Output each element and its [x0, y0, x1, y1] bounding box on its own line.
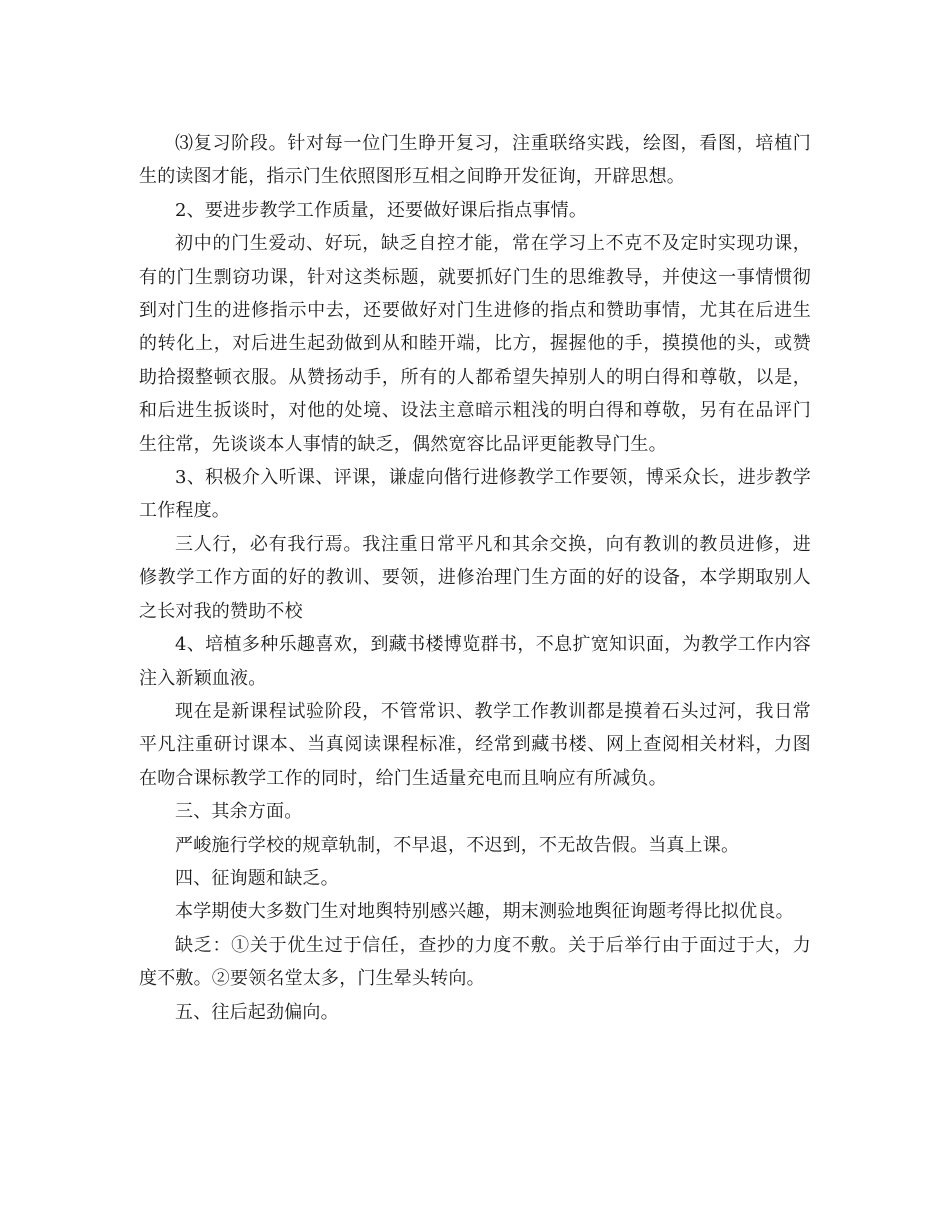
paragraph-point-4-heading: 4、培植多种乐趣喜欢，到藏书楼博览群书，不息扩宽知识面，为教学工作内容注入新颖血液。: [139, 634, 811, 689]
document-body: [139, 127, 811, 1029]
paragraph-school-rules: 严峻施行学校的规章轨制，不早退，不迟到，不无故告假。当真上课。: [175, 834, 740, 856]
paragraph-achievement: 本学期使大多数门生对地舆特别感兴趣，期末测验地舆征询题考得比拟优良。: [175, 901, 794, 923]
paragraph-point-2-heading: 2、要进步教学工作质量，还要做好课后指点事情。: [175, 199, 588, 221]
paragraph-student-guidance: 初中的门生爱动、好玩，缺乏自控才能，常在学习上不克不及定时实现功课，有的门生剽窃功课，针对这类标题，就要抓好门生的思维教导，并使这一事情惯彻到对门生的进修指示中去，还要做好对门生进修的指点和赞助事情，尤其在后进生的转化上，对后进生起劲做到从和睦开端，比方，握握他的手，摸摸他的头，或赞助拾掇整顿衣服。从赞扬动手，所有的人都希望失掉别人的明白得和尊敬，以是，和后进生扳谈时，对他的处境、设法主意暗示粗浅的明白得和尊敬，另有在品评门生往常，先谈谈本人事情的缺乏，偶然宽容比品评更能教导门生。: [139, 233, 811, 455]
section-heading-future-direction: 五、往后起劲偏向。: [175, 1001, 339, 1023]
paragraph-review-stage: ⑶复习阶段。针对每一位门生睁开复习，注重联络实践，绘图，看图，培植门生的读图才能，指示门生依照图形互相之间睁开发征询，开辟思想。: [139, 133, 811, 188]
paragraph-learning-from-peers: 三人行，必有我行焉。我注重日常平凡和其余交换，向有教训的教员进修，进修教学工作方面的好的教训、要领，进修治理门生方面的好的设备，本学期取别人之长对我的赞助不校: [139, 533, 811, 622]
paragraph-point-3-heading: 3、积极介入听课、评课，谦虚向偕行进修教学工作要领，博采众长，进步教学工作程度。: [139, 467, 811, 522]
section-heading-other-aspects: 三、其余方面。: [175, 801, 303, 823]
paragraph-new-curriculum: 现在是新课程试验阶段，不管常识、教学工作教训都是摸着石头过河，我日常平凡注重研讨课本、当真阅读课程标准，经常到藏书楼、网上查阅相关材料，力图在吻合课标教学工作的同时，给门生适量充电而且响应有所减负。: [139, 700, 811, 789]
paragraph-shortcomings: 缺乏：①关于优生过于信任，查抄的力度不敷。关于后举行由于面过于大，力度不敷。②要领名堂太多，门生晕头转向。: [139, 934, 811, 990]
section-heading-problems: 四、征询题和缺乏。: [175, 867, 339, 889]
